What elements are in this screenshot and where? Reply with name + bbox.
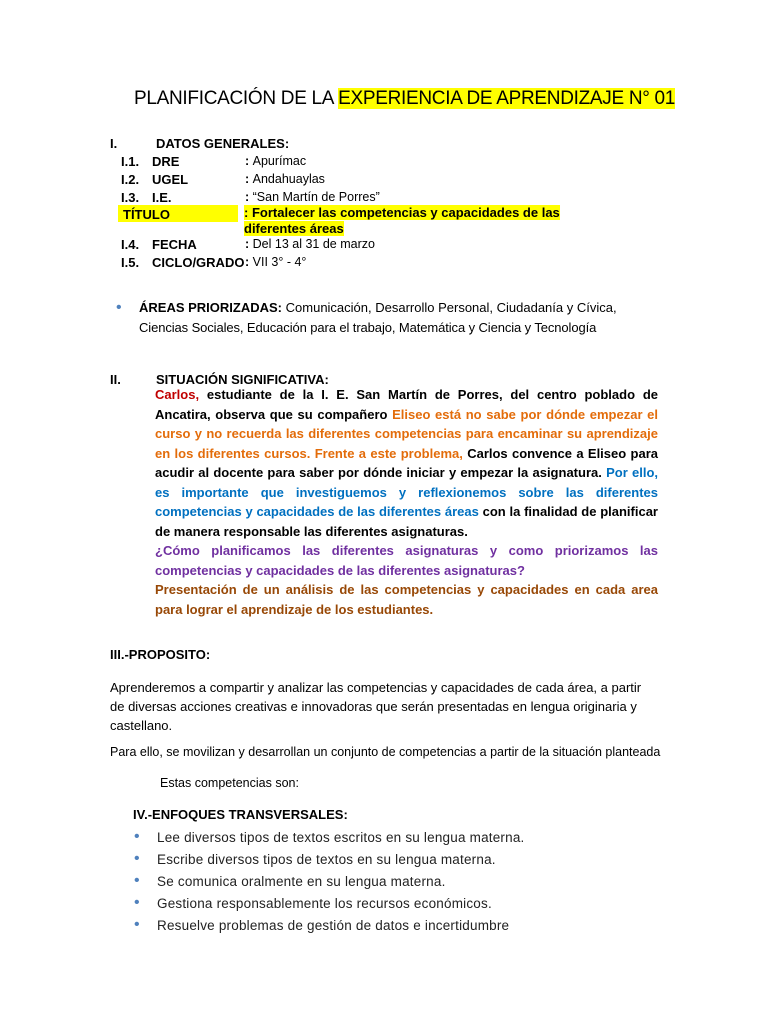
section-i-heading: DATOS GENERALES: [156, 136, 290, 151]
row-value-ie: : “San Martín de Porres” [245, 190, 380, 204]
row-label-dre: DRE [152, 154, 180, 169]
titulo-label-cell [118, 205, 238, 222]
row-value-dre: : Apurímac [245, 154, 307, 168]
row-value-titulo: : Fortalecer las competencias y capacidades de las diferentes áreas [244, 205, 560, 236]
areas-line2: Ciencias Sociales, Educación para el trabajo, Matemática y Ciencia y Tecnología [139, 320, 597, 335]
bullet-icon: • [134, 850, 140, 867]
row-label-ie: I.E. [152, 190, 172, 205]
row-label-ciclo: CICLO/GRADO [152, 255, 245, 270]
enfoque-item: Gestiona responsablemente los recursos económicos. [157, 896, 492, 911]
row-num: I.5. [121, 255, 140, 270]
title-part1: PLANIFICACIÓN DE LA [134, 88, 339, 109]
page-title [134, 88, 675, 110]
section-iv-heading: IV.-ENFOQUES TRANSVERSALES: [133, 807, 348, 822]
proposito-text: Aprenderemos a compartir y analizar las competencias y capacidades de cada área, a partir de diversas acciones creativas e innovadoras que serán presentadas en lengua originaria y castellano. [110, 680, 642, 733]
row-value-ugel: : Andahuaylas [245, 172, 325, 186]
situacion-paragraph: Carlos, estudiante de la I. E. San Martín de Porres, del centro poblado de Ancatira, observa que su compañero Eliseo está no sabe por dónde empezar el curso y no recuerda las diferentes competencias para encaminar su aprendizaje en los diferentes cursos. Frente a este problema, Carlos convence a Eliseo para acudir al docente para saber por dónde iniciar y empezar la asignatura. Por ello, es importante que investiguemos y reflexionemos sobre las diferentes competencias y capacidades de las diferentes áreas con la finalidad de planificar de manera responsable las diferentes asignaturas. ¿Cómo planificamos las diferentes asignaturas y como priorizamos las competencias y capacidades de las diferentes asignaturas? Presentación de un análisis de las competencias y capacidades en cada area para lograr el aprendizaje de los estudiantes. [155, 387, 659, 617]
situacion-question: ¿Cómo planificamos las diferentes asignaturas y como priorizamos las competencias y capacidades de las diferentes asignaturas? [155, 543, 658, 578]
section-iii-heading: III.-PROPOSITO: [110, 647, 211, 662]
row-label-titulo: TÍTULO [123, 207, 170, 222]
enfoque-item: Escribe diversos tipos de textos en su lengua materna. [157, 852, 496, 867]
enfoque-item: Lee diversos tipos de textos escritos en su lengua materna. [157, 830, 525, 845]
row-label-ugel: UGEL [152, 172, 189, 187]
row-value-fecha: : Del 13 al 31 de marzo [245, 237, 375, 251]
row-value-ciclo: : VII 3° - 4° [245, 255, 307, 269]
section-i-numeral: I. [110, 136, 118, 151]
enfoque-item: Resuelve problemas de gestión de datos e incertidumbre [157, 918, 510, 933]
bullet-icon: • [134, 894, 140, 911]
row-num: I.2. [121, 172, 140, 187]
row-num: I.4. [121, 237, 140, 252]
areas-line1: ÁREAS PRIORIZADAS: Comunicación, Desarrollo Personal, Ciudadanía y Cívica, [139, 300, 617, 315]
enfoque-item: Se comunica oralmente en su lengua materna. [157, 874, 446, 889]
row-num: I.3. [121, 190, 140, 205]
section-ii-numeral: II. [110, 372, 121, 387]
title-part2: EXPERIENCIA DE APRENDIZAJE N° 01 [338, 88, 676, 109]
row-num: I.1. [121, 154, 140, 169]
row-label-fecha: FECHA [152, 237, 197, 252]
bullet-icon: • [134, 916, 140, 933]
situacion-product: Presentación de un análisis de las competencias y capacidades en cada area para lograr el aprendizaje de los estudiantes. [155, 582, 658, 617]
proposito-line2: Para ello, se movilizan y desarrollan un conjunto de competencias a partir de la situación planteada [110, 745, 661, 759]
bullet-icon: • [134, 872, 140, 889]
section-ii-heading: SITUACIÓN SIGNIFICATIVA: [156, 372, 329, 387]
bullet-icon: • [134, 828, 140, 845]
proposito-line3: Estas competencias son: [160, 776, 299, 790]
bullet-icon: • [116, 299, 122, 316]
